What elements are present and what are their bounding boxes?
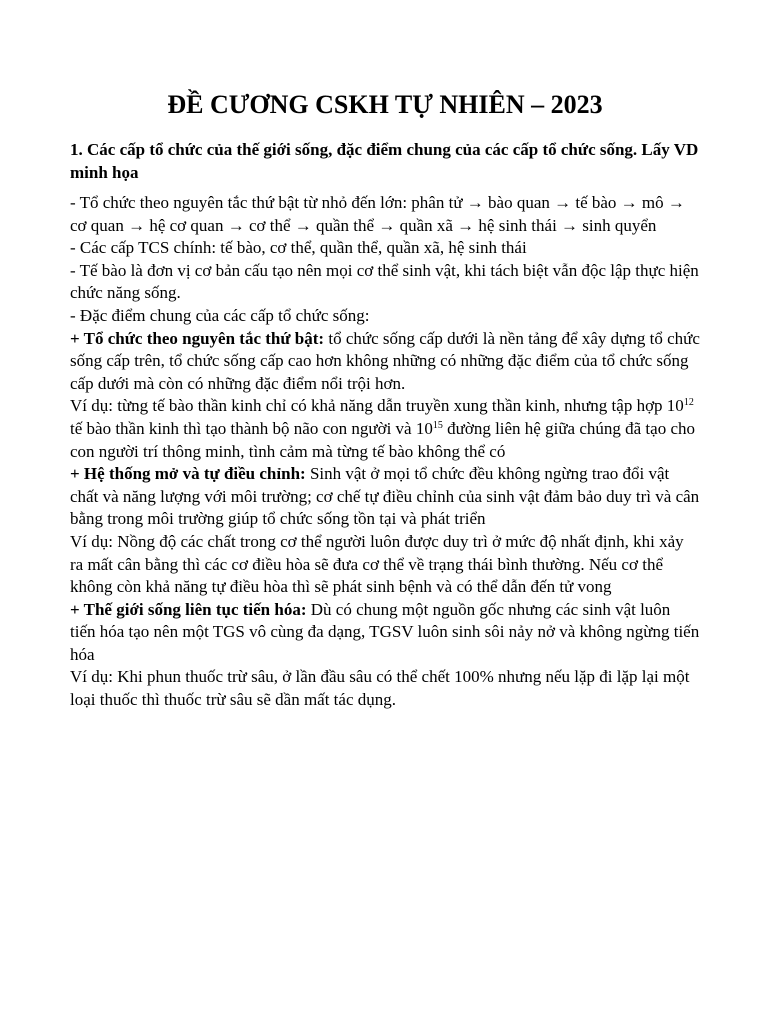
feature-open-system-text: Sinh vật ở mọi tổ chức đều không ngừng trao đổi vật chất và năng lượng với môi trường; cơ chế tự điều chỉnh của sinh vật đảm bảo duy trì và cân bằng trong môi trường giúp tổ chức sống tồn tại và phát triển [70,464,700,529]
example-pesticide: Ví dụ: Khi phun thuốc trừ sâu, ở lần đầu sâu có thể chết 100% nhưng nếu lặp đi lặp lại một loại thuốc thì thuốc trừ sâu sẽ dần mất tác dụng. [70,667,690,710]
feature-evolution-label: + Thế giới sống liên tục tiến hóa: [70,599,307,619]
example-neurons-text-b: tế bào thần kinh thì tạo thành bộ não con người và 10 [70,418,433,438]
section-body [70,192,700,712]
feature-open-system [70,463,700,531]
exponent-12: 12 [683,397,694,409]
paragraph-main-levels: - Các cấp TCS chính: tế bào, cơ thể, quần thể, quần xã, hệ sinh thái [70,238,527,258]
feature-open-system-label: + Hệ thống mở và tự điều chỉnh: [70,464,306,484]
feature-evolution-text: Dù có chung một nguồn gốc nhưng các sinh vật luôn tiến hóa tạo nên một TGS vô cùng đa dạng, TGSV luôn sinh sôi nảy nở và không ngừng tiến hóa [70,599,700,664]
example-neurons [70,395,700,463]
feature-hierarchy-text: tổ chức sống cấp dưới là nền tảng để xây dựng tổ chức sống cấp trên, tổ chức sống cấp cao hơn không những có những đặc điểm của tổ chức sống cấp dưới mà còn có những đặc điểm nổi trội hơn. [70,328,700,393]
feature-hierarchy-label: + Tổ chức theo nguyên tắc thứ bật: [70,328,325,348]
example-neurons-text-a: Ví dụ: từng tế bào thần kinh chỉ có khả năng dẫn truyền xung thần kinh, nhưng tập hợp 10 [70,396,684,416]
exponent-15: 15 [432,419,443,431]
example-homeostasis: Ví dụ: Nồng độ các chất trong cơ thể người luôn được duy trì ở mức độ nhất định, khi xảy ra mất cân bằng thì các cơ điều hòa sẽ đưa cơ thể về trạng thái bình thường. Nếu cơ thể không còn khả năng tự điều hòa thì sẽ phát sinh bệnh và có thể dẫn đến tử vong [70,531,684,597]
paragraph-levels: - Tổ chức theo nguyên tắc thứ bật từ nhỏ đến lớn: phân tử → bào quan → tế bào → mô → cơ quan → hệ cơ quan → cơ thể → quần thể → quần xã → hệ sinh thái → sinh quyển [70,193,685,235]
paragraph-cell: - Tế bào là đơn vị cơ bản cấu tạo nên mọi cơ thể sinh vật, khi tách biệt vẫn độc lập thực hiện chức năng sống. [70,260,699,303]
paragraph-common-features: - Đặc điểm chung của các cấp tổ chức sống: [70,305,370,325]
feature-evolution [70,599,700,667]
document-title: ĐỀ CƯƠNG CSKH TỰ NHIÊN – 2023 [167,90,603,119]
section-heading: 1. Các cấp tổ chức của thế giới sống, đặc điểm chung của các cấp tổ chức sống. Lấy VD minh họa [70,140,699,182]
document-page [70,88,700,712]
feature-hierarchy [70,328,700,396]
example-neurons-text-c: đường liên hệ giữa chúng đã tạo cho con người trí thông minh, tình cảm mà từng tế bào không thể có [70,418,695,461]
